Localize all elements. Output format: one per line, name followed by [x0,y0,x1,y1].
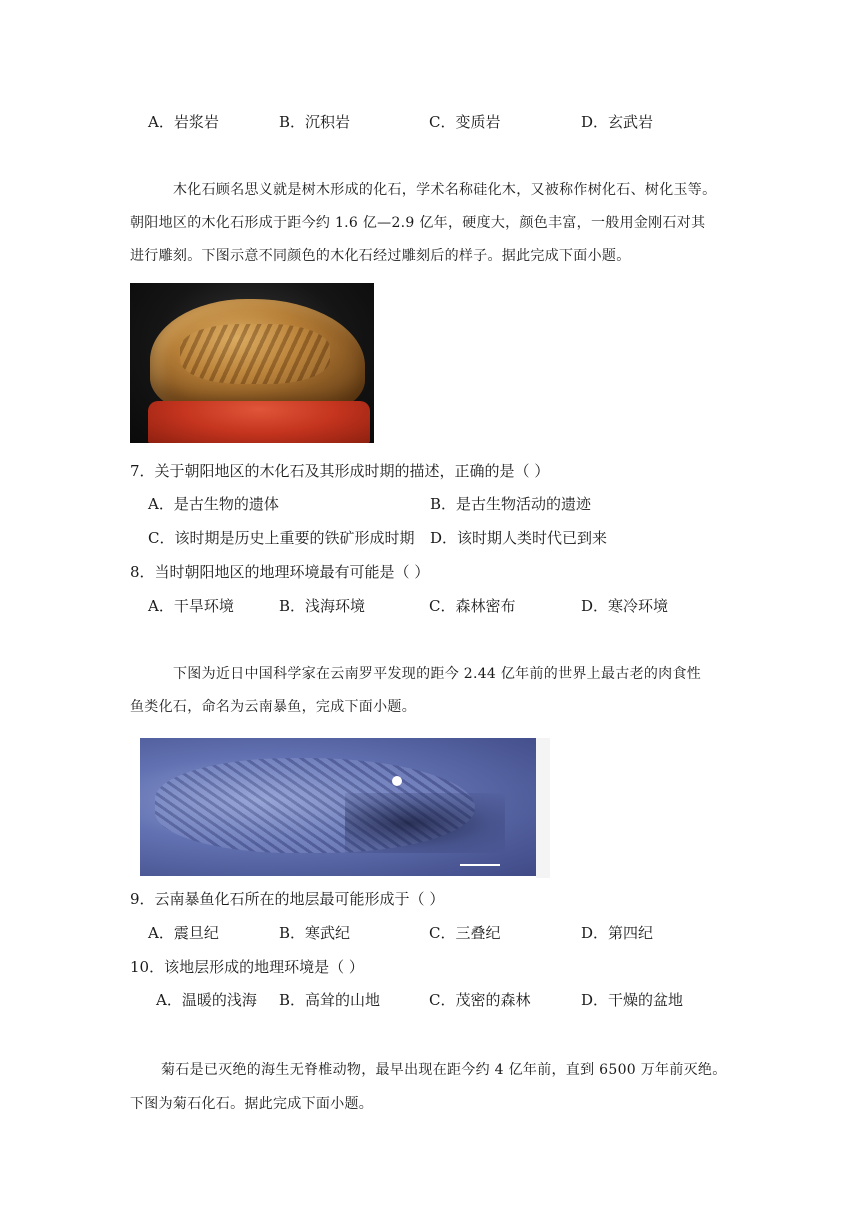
q6-option-c: C．变质岩 [429,113,501,131]
passage-line: 朝阳地区的木化石形成于距今约 1.6 亿—2.9 亿年，硬度大，颜色丰富，一般用金刚石对其 [130,215,706,231]
white-marker [392,776,402,786]
passage-line: 下图为近日中国科学家在云南罗平发现的距今 2.44 亿年前的世界上最古老的肉食性 [173,666,702,682]
fossil-shadow [345,793,505,853]
q9-option-d: D．第四纪 [581,924,654,942]
q7-option-d: D．该时期人类时代已到来 [430,529,608,547]
question-9-stem: 9．云南暴鱼化石所在的地层最可能形成于（ ） [130,890,445,908]
carved-wood-fossil [150,299,365,411]
q10-option-b: B．高耸的山地 [279,991,381,1009]
q10-option-a: A．温暖的浅海 [156,991,257,1009]
question-7-stem: 7．关于朝阳地区的木化石及其形成时期的描述，正确的是（ ） [130,462,550,480]
red-carved-stand [148,401,370,443]
q6-option-a: A．岩浆岩 [148,113,219,131]
passage-line: 鱼类化石，命名为云南暴鱼，完成下面小题。 [130,699,416,715]
question-8-stem: 8．当时朝阳地区的地理环境最有可能是（ ） [130,563,430,581]
q7-option-a: A．是古生物的遗体 [148,495,279,513]
q8-option-d: D．寒冷环境 [581,597,669,615]
fish-fossil-photo [140,738,538,876]
q9-option-b: B．寒武纪 [279,924,351,942]
passage-line: 下图为菊石化石。据此完成下面小题。 [130,1096,374,1112]
q8-option-c: C．森林密布 [429,597,516,615]
q6-option-b: B．沉积岩 [279,113,351,131]
q7-option-b: B．是古生物活动的遗迹 [430,495,592,513]
q10-option-c: C．茂密的森林 [429,991,531,1009]
q9-option-a: A．震旦纪 [148,924,219,942]
photo-edge [536,738,550,878]
q8-option-a: A．干旱环境 [148,597,234,615]
q6-option-d: D．玄武岩 [581,113,654,131]
petrified-wood-carving-photo [130,283,374,443]
q8-option-b: B．浅海环境 [279,597,366,615]
passage-line: 进行雕刻。下图示意不同颜色的木化石经过雕刻后的样子。据此完成下面小题。 [130,248,631,264]
q10-option-d: D．干燥的盆地 [581,991,684,1009]
passage-line: 木化石顾名思义就是树木形成的化石，学术名称硅化木，又被称作树化石、树化玉等。 [173,182,717,198]
scale-bar [460,864,500,866]
passage-line: 菊石是已灭绝的海生无脊椎动物，最早出现在距今约 4 亿年前，直到 6500 万年前灭绝。 [161,1062,727,1078]
q7-option-c: C．该时期是历史上重要的铁矿形成时期 [148,529,415,547]
question-10-stem: 10．该地层形成的地理环境是（ ） [130,958,364,976]
q9-option-c: C．三叠纪 [429,924,501,942]
